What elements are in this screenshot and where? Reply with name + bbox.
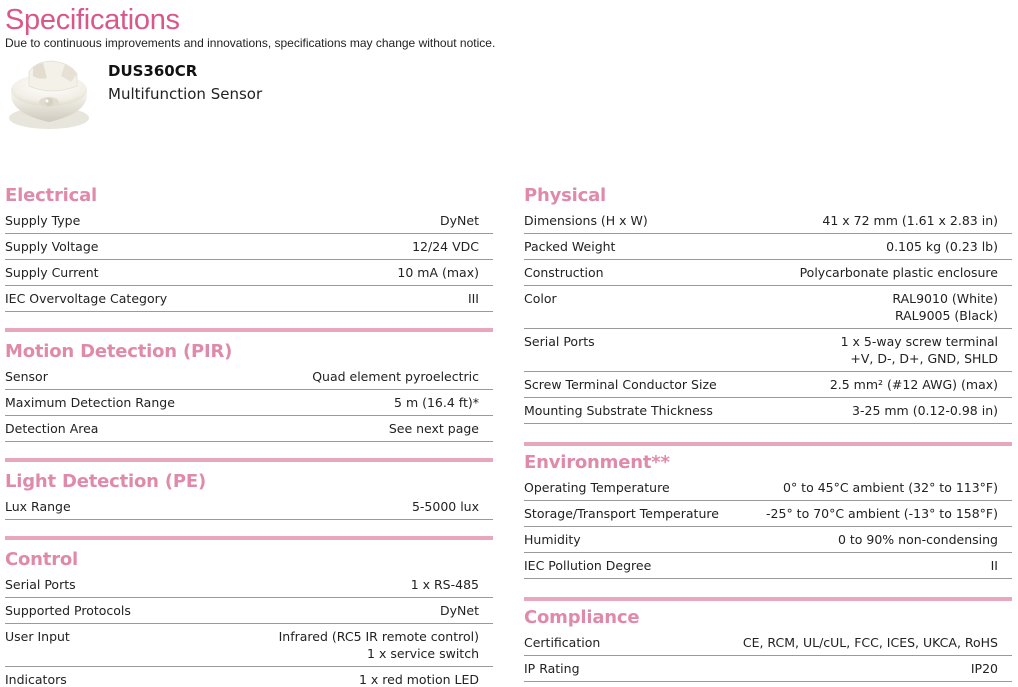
spec-label: Supported Protocols — [5, 603, 131, 618]
section-title: Control — [5, 549, 79, 570]
spec-value: 1 x red motion LED — [359, 672, 479, 687]
section-divider — [524, 597, 1012, 601]
spec-row — [524, 475, 1012, 501]
section-title: Light Detection (PE) — [5, 471, 207, 492]
spec-value: See next page — [388, 421, 479, 436]
spec-value: Infrared (RC5 IR remote control) 1 x service switch — [278, 629, 479, 661]
spec-value: 0 to 90% non-condensing — [837, 532, 998, 547]
spec-section-compliance — [524, 606, 1012, 682]
spec-row — [524, 260, 1012, 286]
spec-value: Quad element pyroelectric — [312, 369, 479, 384]
spec-value: 41 x 72 mm (1.61 x 2.83 in) — [822, 213, 998, 228]
spec-label: IEC Overvoltage Category — [5, 291, 168, 306]
spec-row — [5, 624, 493, 667]
spec-row — [524, 234, 1012, 260]
section-divider — [5, 328, 493, 332]
spec-value: Polycarbonate plastic enclosure — [799, 265, 998, 280]
spec-row — [524, 398, 1012, 424]
spec-value: -25° to 70°C ambient (-13° to 158°F) — [766, 506, 998, 521]
section-title: Motion Detection (PIR) — [5, 341, 233, 362]
spec-label: Dimensions (H x W) — [524, 213, 648, 228]
spec-row — [524, 656, 1012, 682]
section-divider — [5, 536, 493, 540]
right-spec-column — [524, 184, 1012, 682]
left-spec-column — [5, 184, 493, 687]
spec-row — [5, 667, 493, 687]
spec-section-motion-detection-pir — [5, 340, 493, 442]
spec-value: 1 x RS-485 — [410, 577, 479, 592]
spec-label: IP Rating — [524, 661, 580, 676]
section-title: Compliance — [524, 607, 640, 628]
page-title: Specifications — [5, 4, 180, 36]
spec-value: II — [990, 558, 998, 573]
spec-label: Packed Weight — [524, 239, 616, 254]
spec-value: IP20 — [970, 661, 998, 676]
spec-row — [524, 630, 1012, 656]
spec-value: 5-5000 lux — [411, 499, 479, 514]
spec-label: Detection Area — [5, 421, 99, 436]
spec-value: 3-25 mm (0.12-0.98 in) — [852, 403, 998, 418]
spec-label: Construction — [524, 265, 604, 280]
spec-value: III — [467, 291, 479, 306]
spec-row — [524, 286, 1012, 329]
spec-row — [5, 260, 493, 286]
product-image — [7, 56, 93, 132]
spec-label: Supply Type — [5, 213, 81, 228]
spec-label: Indicators — [5, 672, 67, 687]
spec-row — [5, 416, 493, 442]
spec-row — [524, 553, 1012, 579]
spec-label: Maximum Detection Range — [5, 395, 175, 410]
section-divider — [5, 458, 493, 462]
spec-value: 5 m (16.4 ft)* — [394, 395, 479, 410]
spec-row — [5, 364, 493, 390]
spec-label: IEC Pollution Degree — [524, 558, 652, 573]
section-divider — [524, 442, 1012, 446]
spec-label: Sensor — [5, 369, 48, 384]
section-title: Electrical — [5, 185, 97, 206]
spec-section-environment — [524, 451, 1012, 579]
spec-row — [5, 286, 493, 312]
spec-row — [524, 501, 1012, 527]
spec-notice: Due to continuous improvements and innovations, specifications may change without notice. — [5, 36, 496, 50]
spec-section-light-detection-pe — [5, 470, 493, 520]
spec-value: DyNet — [440, 603, 479, 618]
spec-row — [5, 494, 493, 520]
spec-value: 0° to 45°C ambient (32° to 113°F) — [783, 480, 998, 495]
spec-row — [5, 390, 493, 416]
product-model: DUS360CR — [108, 62, 198, 80]
spec-section-electrical — [5, 184, 493, 312]
spec-label: Color — [524, 291, 557, 306]
spec-value: RAL9010 (White) RAL9005 (Black) — [892, 291, 998, 323]
spec-row — [5, 572, 493, 598]
spec-row — [5, 234, 493, 260]
spec-value: 2.5 mm² (#12 AWG) (max) — [829, 377, 998, 392]
spec-value: 10 mA (max) — [397, 265, 479, 280]
spec-section-control — [5, 548, 493, 687]
spec-row — [5, 208, 493, 234]
spec-label: User Input — [5, 629, 70, 644]
spec-value: DyNet — [440, 213, 479, 228]
spec-label: Serial Ports — [524, 334, 595, 349]
spec-label: Operating Temperature — [524, 480, 670, 495]
section-title: Physical — [524, 185, 607, 206]
spec-label: Humidity — [524, 532, 581, 547]
spec-label: Serial Ports — [5, 577, 76, 592]
spec-row — [524, 527, 1012, 553]
spec-label: Storage/Transport Temperature — [524, 506, 719, 521]
spec-label: Mounting Substrate Thickness — [524, 403, 713, 418]
spec-section-physical — [524, 184, 1012, 424]
spec-label: Screw Terminal Conductor Size — [524, 377, 717, 392]
spec-value: 1 x 5-way screw terminal +V, D-, D+, GND, SHLD — [840, 334, 998, 366]
product-description: Multifunction Sensor — [108, 85, 263, 103]
spec-row — [524, 329, 1012, 372]
spec-value: 12/24 VDC — [412, 239, 479, 254]
spec-row — [524, 372, 1012, 398]
spec-label: Supply Current — [5, 265, 99, 280]
spec-row — [5, 598, 493, 624]
spec-value: CE, RCM, UL/cUL, FCC, ICES, UKCA, RoHS — [742, 635, 998, 650]
section-title: Environment** — [524, 452, 670, 473]
spec-label: Lux Range — [5, 499, 71, 514]
spec-label: Supply Voltage — [5, 239, 99, 254]
spec-row — [524, 208, 1012, 234]
spec-value: 0.105 kg (0.23 lb) — [886, 239, 998, 254]
spec-label: Certification — [524, 635, 601, 650]
